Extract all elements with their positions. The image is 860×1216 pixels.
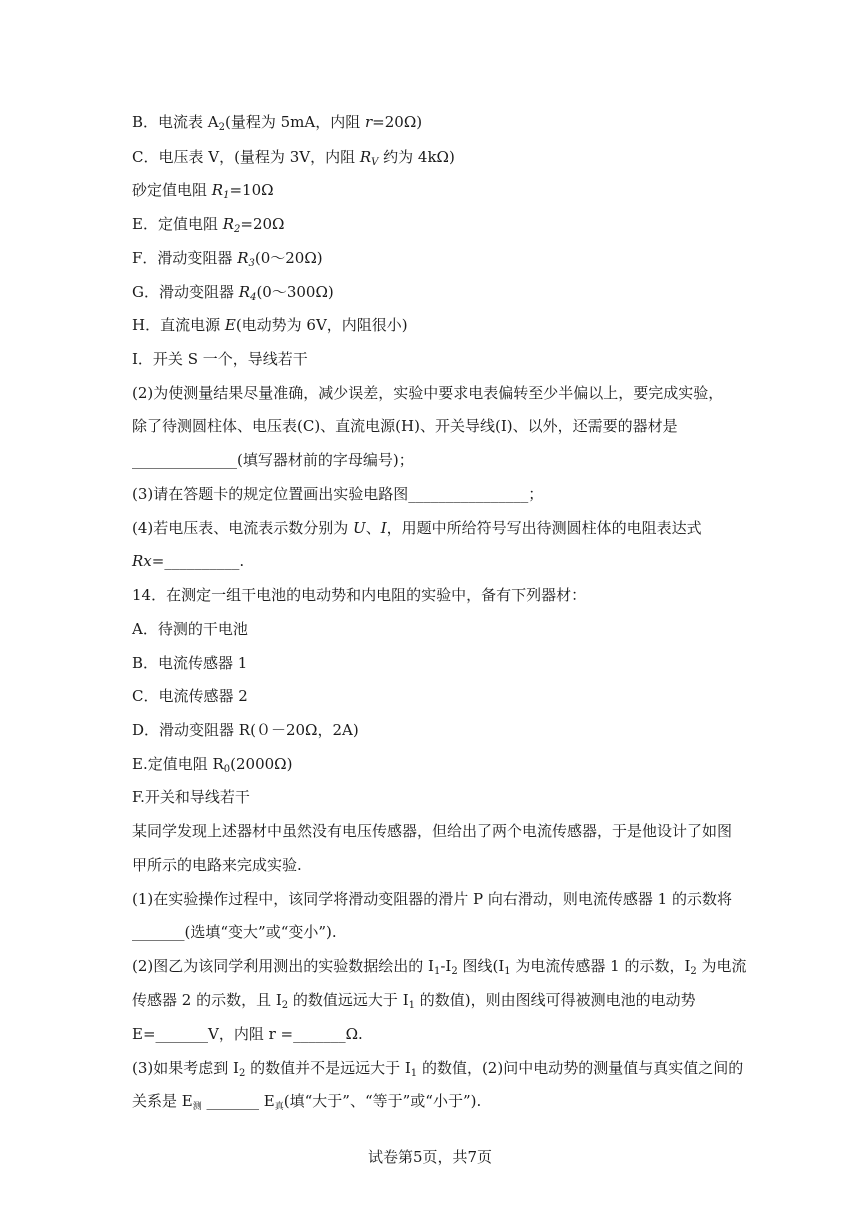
q14-option-c: C．电流传感器 2 <box>132 687 248 705</box>
q14-part2-line3: E=_______V，内阻 r =_______Ω. <box>132 1025 363 1043</box>
q14-part1-line2: _______(选填“变大”或“变小”). <box>132 923 337 941</box>
option-g-rheostat-r4: G．滑动变阻器 $R_4(0\sim 300\Omega)$ <box>132 283 334 303</box>
q14-option-f: F.开关和导线若干 <box>132 788 250 806</box>
option-b-ammeter: B．电流表 $A_2$(量程为 5mA，内阻 r=20Ω) <box>132 113 423 133</box>
option-i-switch: I．开关 S 一个，导线若干 <box>132 350 308 368</box>
q13-part4-line1: (4)若电压表、电流表示数分别为 U、I，用题中所给符号写出待测圆柱体的电阻表达式 <box>132 519 702 537</box>
q14-description-line1: 某同学发现上述器材中虽然没有电压传感器，但给出了两个电流传感器，于是他设计了如图 <box>132 822 733 840</box>
q14-option-a: A．待测的干电池 <box>132 620 248 638</box>
q13-part2-line3: ______________(填写器材前的字母编号)； <box>132 451 414 469</box>
q14-option-b: B．电流传感器 1 <box>132 654 248 672</box>
q14-part3-line2: 关系是 $E_测$ _______ $E_真$(填“大于”、“等于”或“小于”). <box>132 1092 482 1112</box>
page-footer: 试卷第5页，共7页 <box>367 1148 493 1166</box>
option-d-resistor-r1: 砂定值电阻 $R_1=10\Omega$ <box>132 181 274 201</box>
q14-part1-line1: (1)在实验操作过程中，该同学将滑动变阻器的滑片 P 向右滑动，则电流传感器 1 的示数将 <box>132 890 732 908</box>
q13-part3: (3)请在答题卡的规定位置画出实验电路图________________； <box>132 485 544 503</box>
q14-option-e: E.定值电阻 $R_0(2000\Omega)$ <box>132 755 293 775</box>
q14-intro: 14．在测定一组干电池的电动势和内电阻的实验中，备有下列器材： <box>132 586 587 604</box>
q13-part2-line2: 除了待测圆柱体、电压表(C)、直流电源(H)、开关导线(I)、以外，还需要的器材是 <box>132 417 678 435</box>
option-e-resistor-r2: E．定值电阻 $R_2=20\Omega$ <box>132 215 285 235</box>
option-h-power-source: H．直流电源 E(电动势为 6V，内阻很小) <box>132 316 408 334</box>
q14-description-line2: 甲所示的电路来完成实验. <box>132 856 302 874</box>
q14-part3-line1: (3)如果考虑到 $I_2$ 的数值并不是远远大于 $I_1$ 的数值，(2)问中电动势的测量值与真实值之间的 <box>132 1059 744 1079</box>
q13-part4-line2: Rx=__________. <box>132 552 245 570</box>
option-f-rheostat-r3: F．滑动变阻器 $R_3(0\sim 20\Omega)$ <box>132 249 323 269</box>
q14-part2-line1: (2)图乙为该同学利用测出的实验数据绘出的 $I_1-I_2$ 图线($I_1$ 为电流传感器 1 的示数，$I_2$ 为电流 <box>132 957 747 977</box>
q14-option-d: D．滑动变阻器 R(０－20Ω，2A) <box>132 721 359 739</box>
option-c-voltmeter: C．电压表 V，(量程为 3V，内阻 $R_V$ 约为 4kΩ) <box>132 148 455 168</box>
q13-part2-line1: (2)为使测量结果尽量准确，减少误差，实验中要求电表偏转至少半偏以上，要完成实验， <box>132 384 724 402</box>
q14-part2-line2: 传感器 2 的示数，且 $I_2$ 的数值远远大于 $I_1$ 的数值)，则由图线可得被测电池的电动势 <box>132 991 696 1011</box>
